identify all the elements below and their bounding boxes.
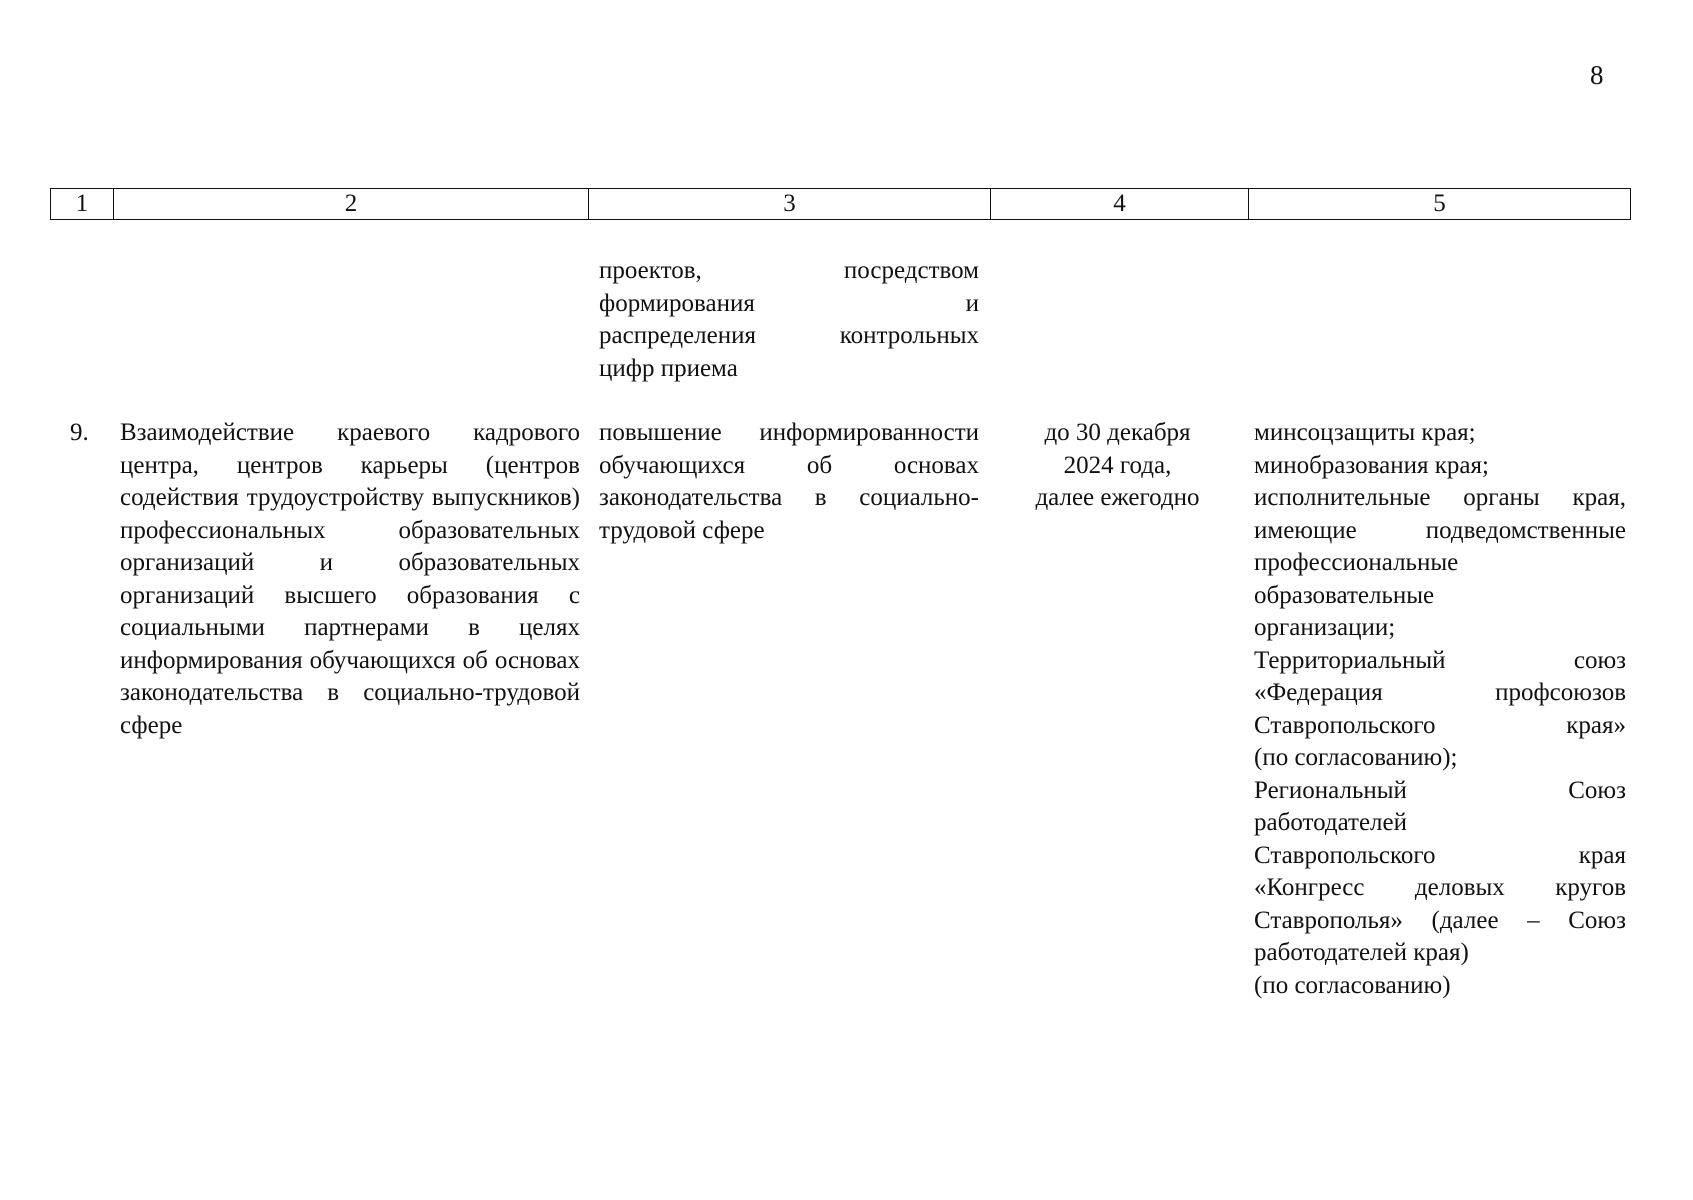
row9-responsible bbox=[1254, 417, 1626, 1002]
responsible-line: Ставрополья» (далее – Союз bbox=[1254, 906, 1626, 934]
page-number: 8 bbox=[1590, 60, 1604, 90]
responsible-line: работодателей края) bbox=[1254, 939, 1469, 966]
header-col-2: 2 bbox=[114, 189, 589, 220]
deadline-line: до 30 декабря bbox=[1044, 419, 1191, 446]
responsible-line: (по согласованию) bbox=[1254, 971, 1451, 999]
continuation-line: распределения контрольных bbox=[599, 322, 979, 349]
row9-result: повышение информированности обучающихся об основах законодательства в социально-трудовой сфере bbox=[599, 419, 979, 544]
responsible-line: исполнительные органы края, bbox=[1254, 484, 1626, 511]
row9-activity: Взаимодействие краевого кадрового центра, центров карьеры (центров содействия трудоустройству выпускников) профессиональных образовательных организаций и образовательных организаций высшего образования с социальными партнерами в целях информирования обучающихся об основах законодательства в социально-трудовой сфере bbox=[120, 419, 580, 739]
continuation-line: цифр приема bbox=[599, 354, 738, 382]
deadline-line: 2024 года, bbox=[1063, 451, 1172, 479]
row9-deadline bbox=[1000, 417, 1235, 515]
header-col-1: 1 bbox=[51, 189, 114, 220]
responsible-line: работодателей bbox=[1254, 809, 1408, 836]
responsible-line: Территориальный союз bbox=[1254, 646, 1626, 674]
responsible-line: имеющие подведомственные bbox=[1254, 516, 1626, 544]
responsible-line: образовательные bbox=[1254, 581, 1435, 609]
header-col-3: 3 bbox=[589, 189, 991, 220]
responsible-line: минсоцзащиты края; bbox=[1254, 419, 1476, 446]
responsible-line: «Конгресс деловых кругов bbox=[1254, 874, 1626, 901]
responsible-line: Ставропольского края» bbox=[1254, 711, 1626, 739]
header-row bbox=[51, 189, 1631, 220]
responsible-line: Региональный Союз bbox=[1254, 776, 1626, 804]
responsible-line: минобразования края; bbox=[1254, 451, 1489, 479]
deadline-line: далее ежегодно bbox=[1035, 484, 1200, 511]
responsible-line: организации; bbox=[1254, 614, 1396, 641]
responsible-line: «Федерация профсоюзов bbox=[1254, 679, 1626, 706]
column-number-header bbox=[50, 188, 1631, 220]
responsible-line: (по согласованию); bbox=[1254, 744, 1458, 771]
responsible-line: Ставропольского края bbox=[1254, 841, 1626, 869]
header-col-5: 5 bbox=[1249, 189, 1631, 220]
continuation-col3 bbox=[599, 255, 979, 385]
header-col-4: 4 bbox=[991, 189, 1249, 220]
continuation-line: формирования и bbox=[599, 289, 979, 317]
responsible-line: профессиональные bbox=[1254, 549, 1459, 576]
row-number: 9. bbox=[70, 419, 89, 446]
continuation-line: проектов, посредством bbox=[599, 257, 979, 284]
